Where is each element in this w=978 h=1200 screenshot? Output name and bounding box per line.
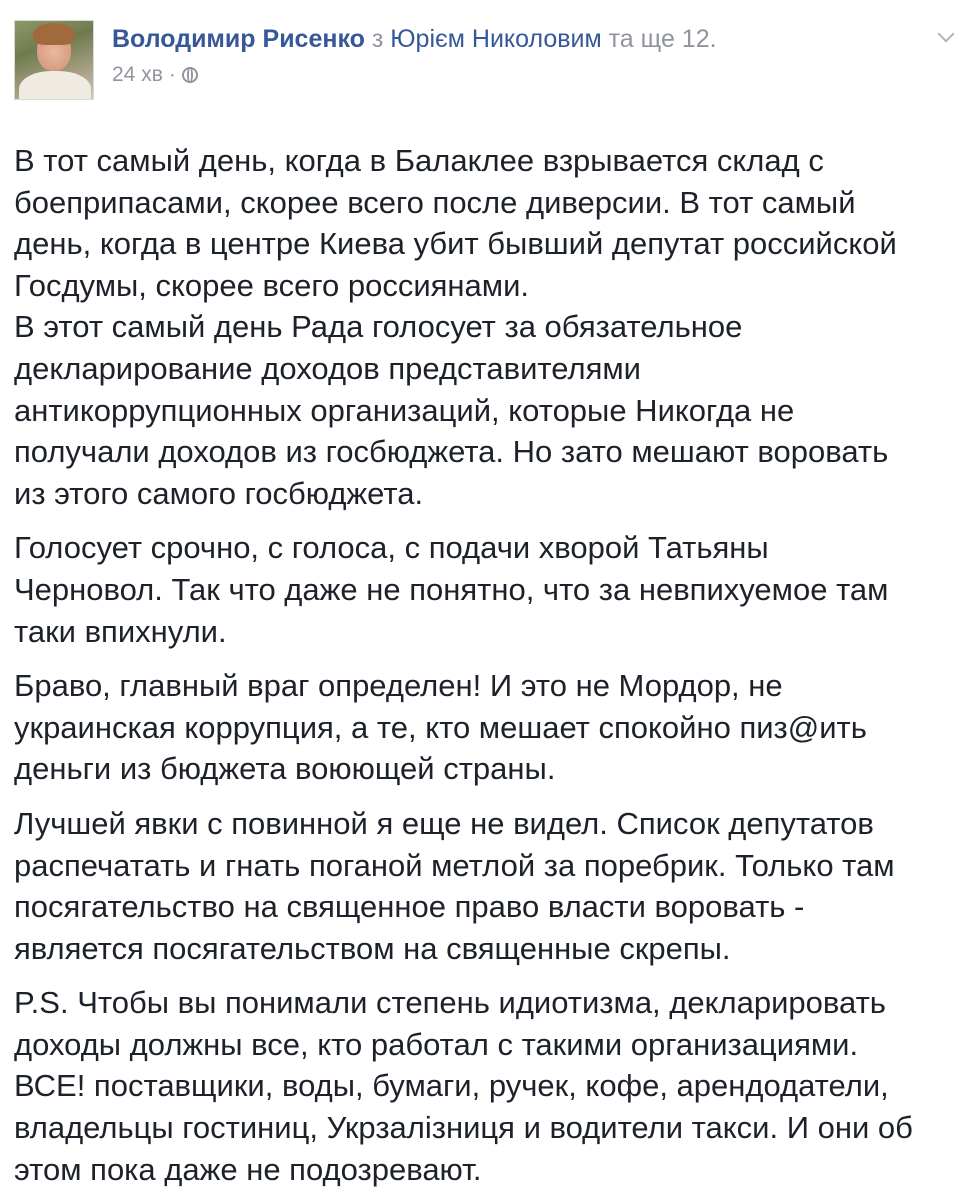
- chevron-down-icon[interactable]: [934, 26, 960, 46]
- post-meta: [112, 22, 914, 88]
- post-paragraph-4: Лучшей явки с повинной я еще не видел. Список депутатов распечатать и гнать поганой метлой за поребрик. Только там посягательство на священное право власти воровать - является посягательством на священные скрепы.: [14, 805, 895, 966]
- post-paragraph-1: В тот самый день, когда в Балаклее взрывается склад с боеприпасами, скорее всего после диверсии. В тот самый день, когда в центре Киева убит бывший депутат российской Госдумы, скорее всего россиянами. В этот самый день Рада голосует за обязательное декларирование доходов представителями антикоррупционных организаций, которые Никогда не получали доходов из госбюджета. Но зато мешают воровать из этого самого госбюджета.: [14, 143, 897, 511]
- post-title-line: [112, 22, 914, 56]
- post-time-link[interactable]: 24 хв: [112, 63, 163, 86]
- tagged-person-link[interactable]: Юрієм Николовим: [390, 25, 602, 53]
- avatar[interactable]: [14, 20, 94, 100]
- post-paragraph-3: Браво, главный враг определен! И это не Мордор, не украинская коррупция, а те, кто мешает спокойно пиз@ить деньги из бюджета воюющей страны.: [14, 668, 867, 787]
- with-word: з: [364, 25, 391, 53]
- post-paragraph-5: P.S. Чтобы вы понимали степень идиотизма, декларировать доходы должны все, кто работал с такими организациями. ВСЕ! поставщики, воды, бумаги, ручек, кофе, арендодатели, владельцы гостиниц, Укрзалізниця и водители такси. И они об этом пока даже не подозревают.: [14, 985, 913, 1187]
- post-timestamp-line: [112, 62, 914, 88]
- post-header: [14, 20, 964, 116]
- author-name-link[interactable]: Володимир Рисенко: [112, 25, 365, 53]
- post-body: [14, 140, 964, 1190]
- others-link[interactable]: ще 12: [640, 25, 710, 53]
- title-dot: .: [709, 25, 717, 53]
- and-word: та: [601, 25, 641, 53]
- post-paragraph-2: Голосует срочно, с голоса, с подачи хворой Татьяны Черновол. Так что даже не понятно, что за невпихуемое там таки впихнули.: [14, 530, 889, 649]
- time-separator: ·: [168, 63, 176, 86]
- globe-icon[interactable]: [182, 67, 198, 83]
